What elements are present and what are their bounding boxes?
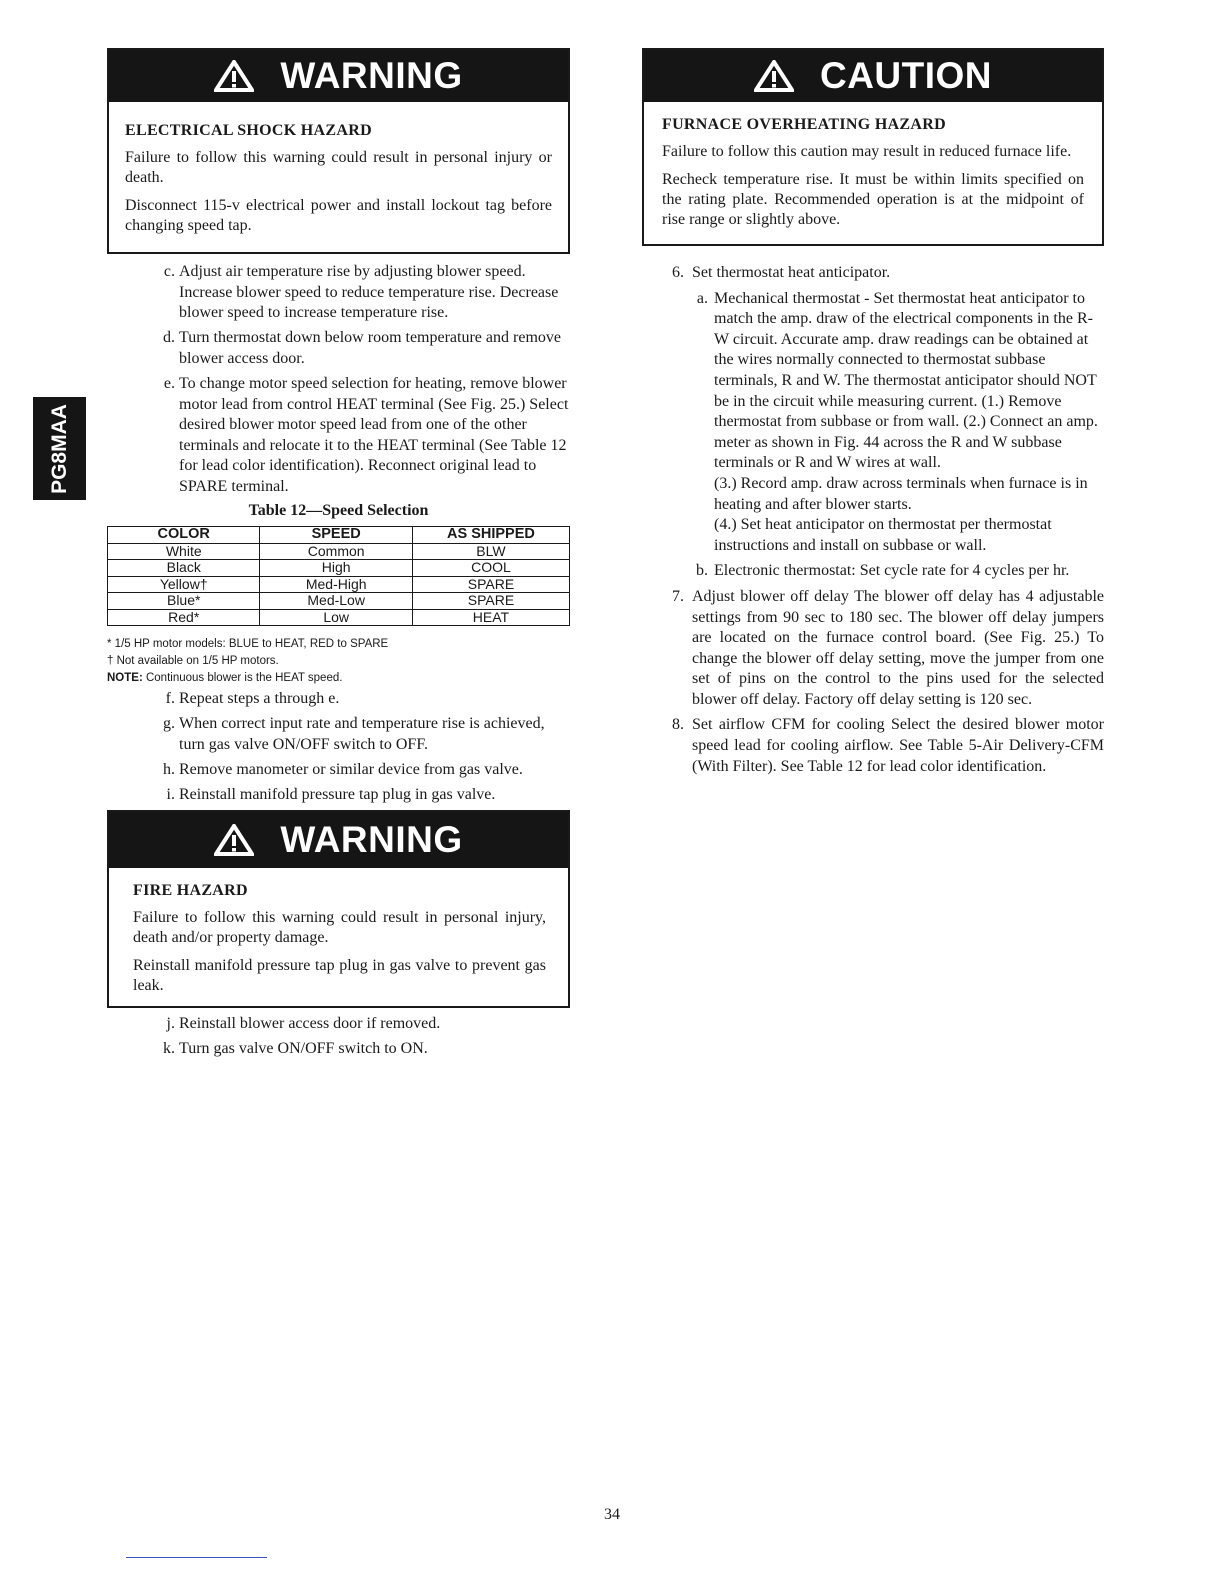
step-text: Turn thermostat down below room temperature and remove blower access door. <box>179 329 561 367</box>
step-text: Reinstall blower access door if removed. <box>179 1015 441 1032</box>
warning-box-electrical <box>107 48 570 254</box>
step-marker: k. <box>163 1040 175 1058</box>
table-cell: High <box>260 560 412 577</box>
step-text: When correct input rate and temperature rise is achieved, turn gas valve ON/OFF switch to OFF. <box>179 715 545 753</box>
list-item <box>107 689 570 710</box>
table-cell: Med-Low <box>260 593 412 610</box>
table-row <box>108 576 570 593</box>
right-column <box>642 48 1104 782</box>
step-text: Remove manometer or similar device from gas valve. <box>179 760 523 778</box>
table-cell: Med-High <box>260 576 412 593</box>
list-item <box>642 715 1104 777</box>
caution-header-label: CAUTION <box>819 55 993 96</box>
step-text: Adjust air temperature rise by adjusting blower speed. Increase blower speed to reduce temperature rise. Decrease blower speed to increase temperature rise. <box>179 263 559 322</box>
steps-list-f-i <box>107 689 570 805</box>
table-header-cell: SPEED <box>260 527 412 544</box>
table-note <box>107 670 570 687</box>
step-marker: 6. <box>672 264 684 281</box>
list-item <box>642 561 1104 582</box>
table-row <box>108 609 570 626</box>
left-column <box>107 48 570 1064</box>
warning-header-label: WARNING <box>280 819 463 860</box>
table-cell: Red* <box>108 609 260 626</box>
caution-paragraph: Recheck temperature rise. It must be within limits specified on the rating plate. Recommended operation is at the midpoint of rise range or slightly above. <box>662 171 1084 228</box>
caution-box <box>642 48 1104 246</box>
warning-header <box>109 50 568 102</box>
step-text: Turn gas valve ON/OFF switch to ON. <box>179 1040 428 1058</box>
step-marker: j. <box>166 1015 175 1032</box>
list-item <box>107 785 570 806</box>
table-title: Table 12—Speed Selection <box>248 502 429 520</box>
table-notes <box>107 636 570 687</box>
step-marker: f. <box>165 690 175 708</box>
step-text: Set airflow CFM for cooling Select the desired blower motor speed lead for cooling airflow. See Table 5-Air Delivery-CFM (With Filter). See Table 12 for lead color identification. <box>692 716 1104 775</box>
step-marker: 8. <box>672 716 684 734</box>
note-label: NOTE: <box>107 672 143 685</box>
table-row <box>108 560 570 577</box>
warning-paragraph: Disconnect 115-v electrical power and install lockout tag before changing speed tap. <box>125 197 552 234</box>
list-item <box>642 587 1104 711</box>
step-text: Reinstall manifold pressure tap plug in gas valve. <box>179 785 496 803</box>
step-marker: g. <box>163 715 175 733</box>
list-item <box>107 328 570 369</box>
table-cell: HEAT <box>412 609 569 626</box>
warning-paragraph: Reinstall manifold pressure tap plug in gas valve to prevent gas leak. <box>133 957 546 994</box>
right-steps-list <box>642 263 1104 777</box>
page-number: 34 <box>604 1506 620 1523</box>
table-footnote: † Not available on 1/5 HP motors. <box>107 655 279 668</box>
step-subtext: (4.) Set heat anticipator on thermostat per thermostat instructions and install on subbase or wall. <box>714 516 1052 554</box>
table-cell: SPARE <box>412 576 569 593</box>
list-item <box>107 374 570 498</box>
caution-header <box>644 50 1102 102</box>
step-marker: i. <box>166 785 175 803</box>
step-marker: b. <box>696 562 708 580</box>
steps-list-c-e <box>107 262 570 498</box>
step-marker: c. <box>163 263 175 280</box>
table-header-row <box>108 527 570 544</box>
table-cell: Blue* <box>108 593 260 610</box>
step-text: Mechanical thermostat - Set thermostat heat anticipator to match the amp. draw of the electrical components in the R-W circuit. Accurate amp. draw readings can be obtained at the wires normally connected to thermostat subbase terminals, R and W. The thermostat anticipator should NOT be in the circuit while measuring current. (1.) Remove thermostat from subbase or from wall. (2.) Connect an amp. meter as shown in Fig. 44 across the R and W subbase terminals or R and W wires at wall. <box>714 289 1098 472</box>
list-item <box>107 262 570 324</box>
list-item <box>107 1014 570 1035</box>
list-item <box>107 760 570 781</box>
table-footnote: * 1/5 HP motor models: BLUE to HEAT, RED to SPARE <box>107 638 389 651</box>
warning-header <box>109 812 568 868</box>
speed-selection-table <box>107 526 570 626</box>
step-text: Set thermostat heat anticipator. <box>692 264 891 281</box>
caution-title: FURNACE OVERHEATING HAZARD <box>662 116 946 133</box>
warning-triangle-icon <box>214 824 254 856</box>
step-marker: e. <box>163 374 175 392</box>
table-cell: Black <box>108 560 260 577</box>
note-text: Continuous blower is the HEAT speed. <box>145 672 343 685</box>
table-cell: Common <box>260 543 412 560</box>
table-cell: White <box>108 543 260 560</box>
warning-triangle-icon <box>754 60 794 92</box>
step-marker: h. <box>163 760 175 778</box>
warning-box-fire <box>107 810 570 1008</box>
list-item <box>642 263 1104 284</box>
step-subtext: (3.) Record amp. draw across terminals when furnace is in heating and after blower starts. <box>714 474 1088 513</box>
table-cell: Yellow† <box>108 576 260 593</box>
table-row <box>108 543 570 560</box>
step-text: Adjust blower off delay The blower off delay has 4 adjustable settings from 90 sec to 180 sec. The blower off delay jumpers are located on the furnace control board. (See Fig. 25.) To change the blower off delay setting, move the jumper from one set of pins on the control to the pins used for the selected blower off delay. Factory off delay setting is 120 sec. <box>692 587 1104 708</box>
table-header-cell: COLOR <box>108 527 260 544</box>
step-text: To change motor speed selection for heating, remove blower motor lead from control HEAT terminal (See Fig. 25.) Select desired blower motor speed lead from one of the other terminals and relocate it to the HEAT terminal (See Table 12 for lead color identification). Reconnect original lead to SPARE terminal. <box>179 374 569 495</box>
list-item <box>107 1039 570 1060</box>
warning-header-label: WARNING <box>280 55 463 96</box>
warning-paragraph: Failure to follow this warning could result in personal injury, death and/or property damage. <box>133 909 546 946</box>
steps-list-j-k <box>107 1014 570 1060</box>
table-cell: BLW <box>412 543 569 560</box>
list-item <box>107 714 570 755</box>
caution-paragraph: Failure to follow this caution may result in reduced furnace life. <box>662 143 1072 160</box>
warning-triangle-icon <box>214 60 254 92</box>
footer-rule <box>126 1557 267 1558</box>
warning-title: ELECTRICAL SHOCK HAZARD <box>125 122 372 139</box>
step-text: Electronic thermostat: Set cycle rate for 4 cycles per hr. <box>714 562 1070 580</box>
step-marker: a. <box>696 289 708 307</box>
side-tab <box>33 397 86 500</box>
step-text: Repeat steps a through e. <box>179 690 340 708</box>
table-header-cell: AS SHIPPED <box>412 527 569 544</box>
table-cell: Low <box>260 609 412 626</box>
step-marker: d. <box>163 329 175 347</box>
table-row <box>108 593 570 610</box>
warning-paragraph: Failure to follow this warning could result in personal injury or death. <box>125 149 552 186</box>
warning-title: FIRE HAZARD <box>133 882 248 899</box>
step-marker: 7. <box>672 587 684 605</box>
table-cell: COOL <box>412 560 569 577</box>
side-tab-label: PG8MAA <box>47 403 71 494</box>
table-cell: SPARE <box>412 593 569 610</box>
list-item <box>642 289 1104 557</box>
